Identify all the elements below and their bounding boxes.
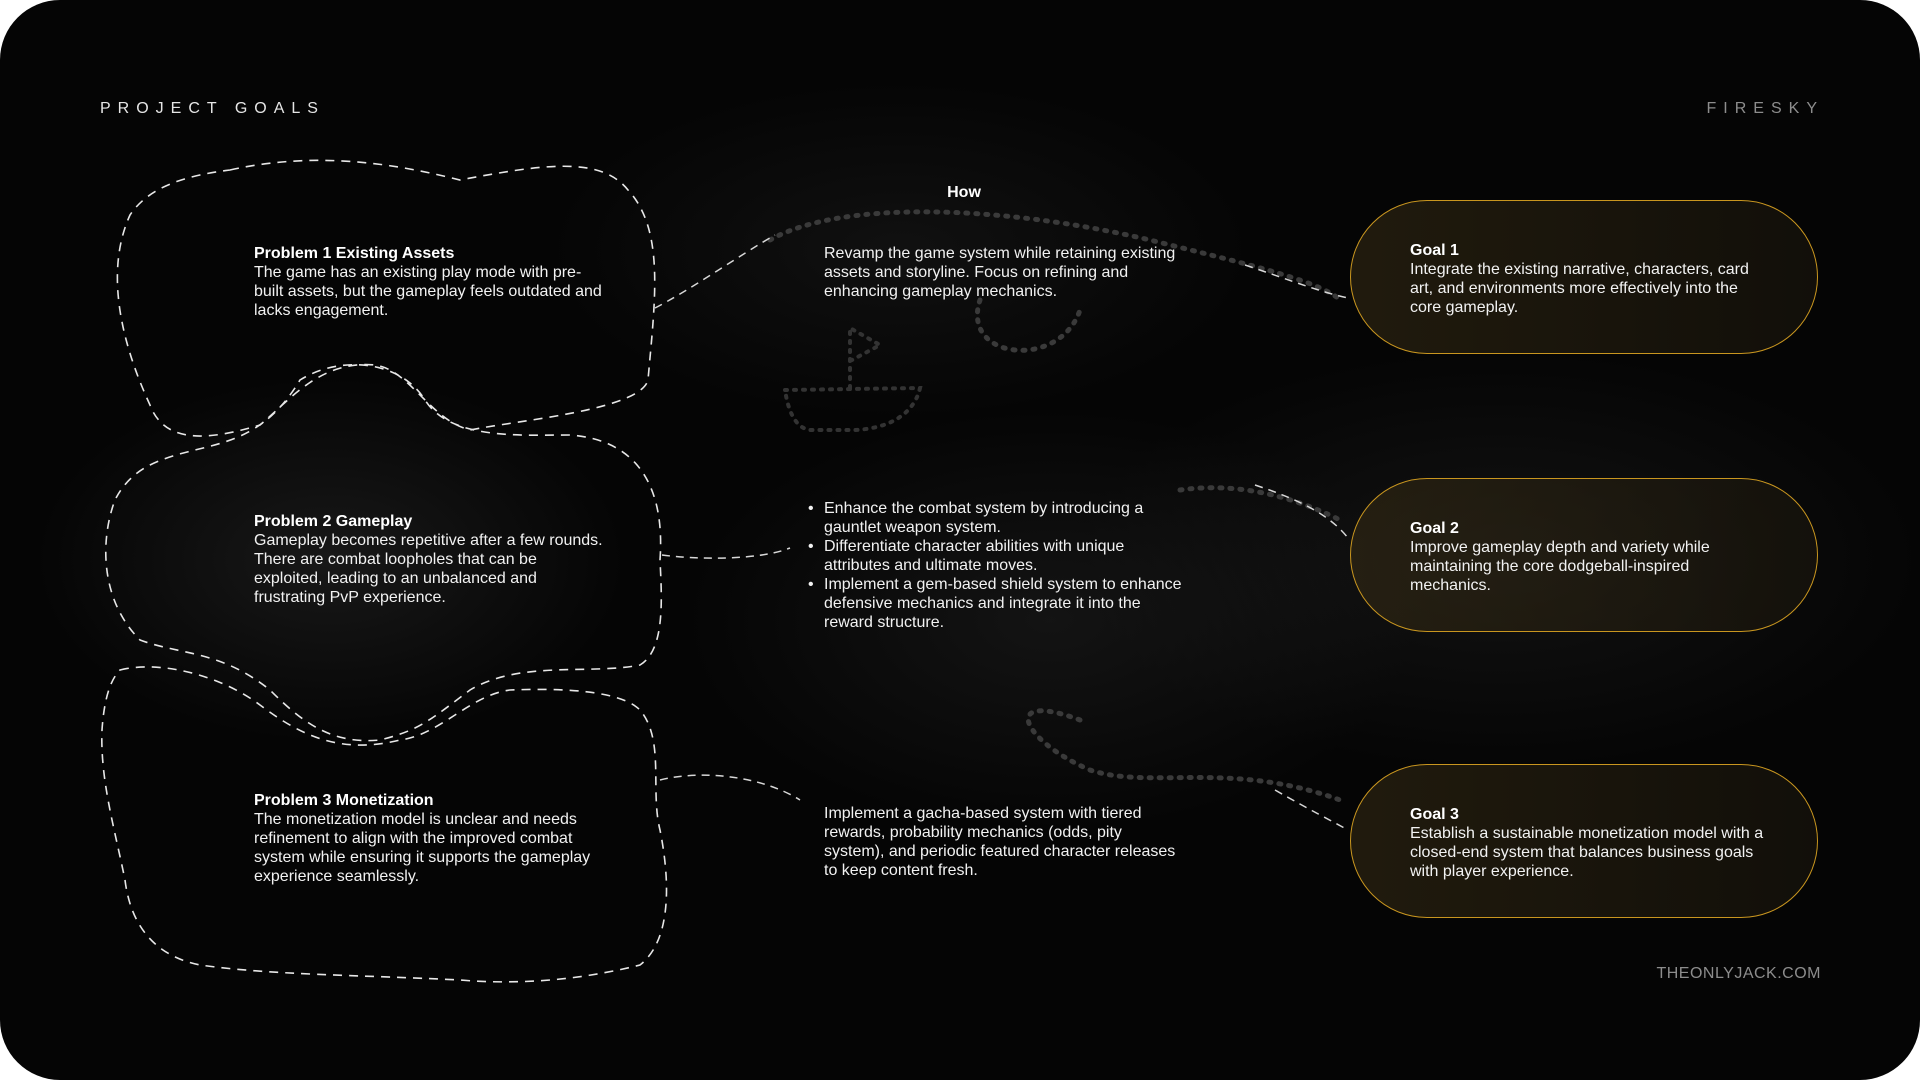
problem-body: The game has an existing play mode with pre-built assets, but the gameplay feels outdated and lacks engagement. [254,264,602,319]
goal-body: Integrate the existing narrative, characters, card art, and environments more effectively into the core gameplay. [1410,261,1749,316]
list-item [808,575,1184,632]
brand-name: FIRESKY [1706,100,1824,117]
boat-flag-doodle-icon [785,328,920,430]
goal-title: Goal 1 [1410,242,1459,259]
connector-how-goal3 [1275,790,1348,830]
connector-problem2-how [662,548,790,558]
problem-card-1 [254,244,604,320]
problem-card-3 [254,791,604,886]
goal-card-3 [1350,764,1818,918]
bullet-icon: • [808,576,814,593]
list-item [808,499,1184,537]
bullet-icon: • [808,500,814,517]
goal-title: Goal 2 [1410,520,1459,537]
how-step-2-list [808,499,1184,632]
problem-title: Problem 2 Gameplay [254,513,413,530]
list-item-text: Differentiate character abilities with unique attributes and ultimate moves. [824,538,1125,574]
problem-body: Gameplay becomes repetitive after a few rounds. There are combat loopholes that can be exploited, leading to an unbalanced and frustrating PvP experience. [254,532,603,606]
how-step-2 [808,499,1184,632]
how-step-3: Implement a gacha-based system with tiered rewards, probability mechanics (odds, pity system), and periodic featured character releases to keep content fresh. [824,805,1176,879]
list-item [808,537,1184,575]
list-item-text: Implement a gem-based shield system to enhance defensive mechanics and integrate it into the reward structure. [824,576,1182,631]
bullet-icon: • [808,538,814,555]
goal-body: Establish a sustainable monetization model with a closed-end system that balances business goals with player experience. [1410,825,1764,880]
problem-body: The monetization model is unclear and needs refinement to align with the improved combat system while ensuring it supports the gameplay experience seamlessly. [254,811,591,885]
how-step-1: Revamp the game system while retaining existing assets and storyline. Focus on refining and enhancing gameplay mechanics. [824,245,1176,300]
problem-title: Problem 3 Monetization [254,792,434,809]
how-heading: How [947,184,981,201]
problem-card-2 [254,512,604,607]
goal-body: Improve gameplay depth and variety while maintaining the core dodgeball-inspired mechanics. [1410,539,1710,594]
connector-how-goal1 [1245,265,1348,298]
goal-title: Goal 3 [1410,806,1459,823]
goal-card-2 [1350,478,1818,632]
connector-problem3-how [660,775,800,800]
section-title: PROJECT GOALS [100,100,325,117]
list-item-text: Enhance the combat system by introducing a gauntlet weapon system. [824,500,1144,536]
problem-title: Problem 1 Existing Assets [254,245,455,262]
connector-problem1-how [655,235,775,308]
footer-site-link[interactable]: THEONLYJACK.COM [1656,965,1821,982]
goal-card-1 [1350,200,1818,354]
